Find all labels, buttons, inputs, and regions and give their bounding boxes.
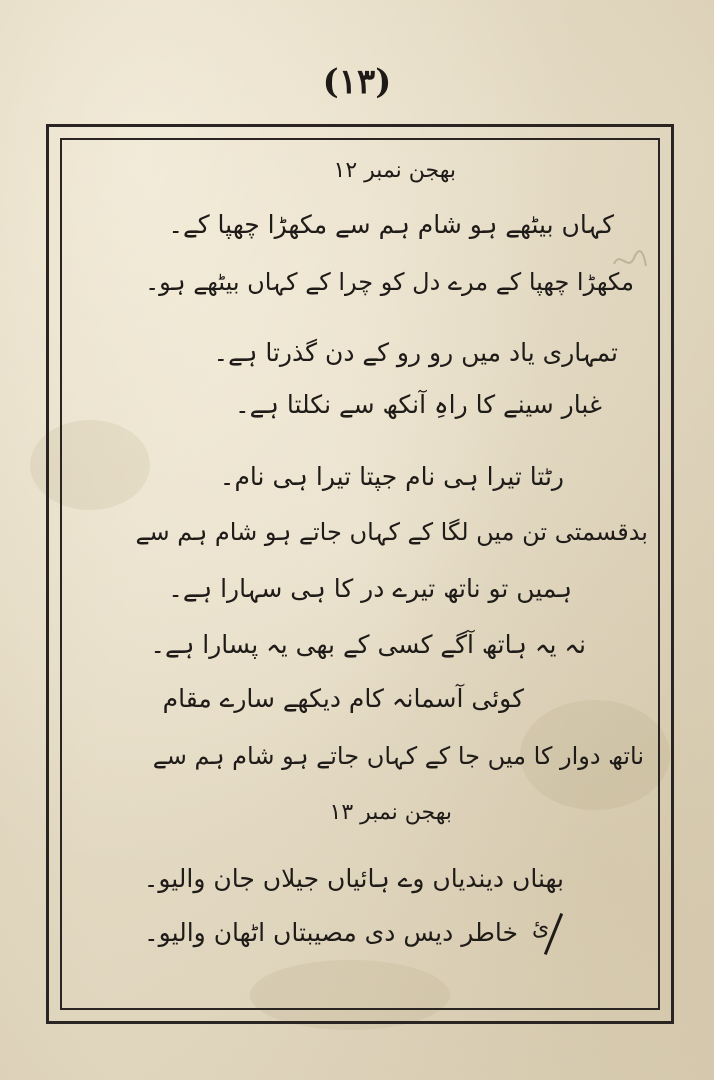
verse-line: غبار سینے کا راہِ آنکھ سے نکلتا ہے۔ xyxy=(234,390,602,419)
signature-text: ئ xyxy=(532,916,550,941)
ink-squiggle-icon xyxy=(610,246,650,274)
verse-line: کوئی آسمانہ کام دیکھے سارے مقام xyxy=(162,684,524,713)
verse-line: تمہاری یاد میں رو رو کے دن گذرتا ہے۔ xyxy=(213,338,618,367)
bhajan-12-heading: بھجن نمبر ۱۲ xyxy=(333,158,456,183)
verse-line: کہاں بیٹھے ہو شام ہم سے مکھڑا چھپا کے۔ xyxy=(168,210,614,239)
page-number: (۱۳) xyxy=(322,62,392,102)
verse-line: بھناں دیندیاں وے ہائیاں جیلاں جان والیو۔ xyxy=(143,864,564,893)
verse-line: رٹتا تیرا ہی نام جپتا تیرا ہی نام۔ xyxy=(219,462,564,491)
verse-line: ناتھ دوار کا میں جا کے کہاں جاتے ہو شام ہم سے xyxy=(152,742,644,770)
verse-line: مکھڑا چھپا کے مرے دل کو چرا کے کہاں بیٹھے ہو۔ xyxy=(145,268,634,296)
bhajan-13-heading: بھجن نمبر ۱۳ xyxy=(329,800,452,825)
verse-line: نہ یہ ہاتھ آگے کسی کے بھی یہ پسارا ہے۔ xyxy=(150,630,586,659)
verse-line: بدقسمتی تن میں لگا کے کہاں جاتے ہو شام ہم سے xyxy=(135,518,648,546)
verse-line: ہمیں تو ناتھ تیرے در کا ہی سہارا ہے۔ xyxy=(168,574,572,603)
verse-line: خاطر دیس دی مصیبتاں اٹھان والیو۔ xyxy=(144,918,518,947)
